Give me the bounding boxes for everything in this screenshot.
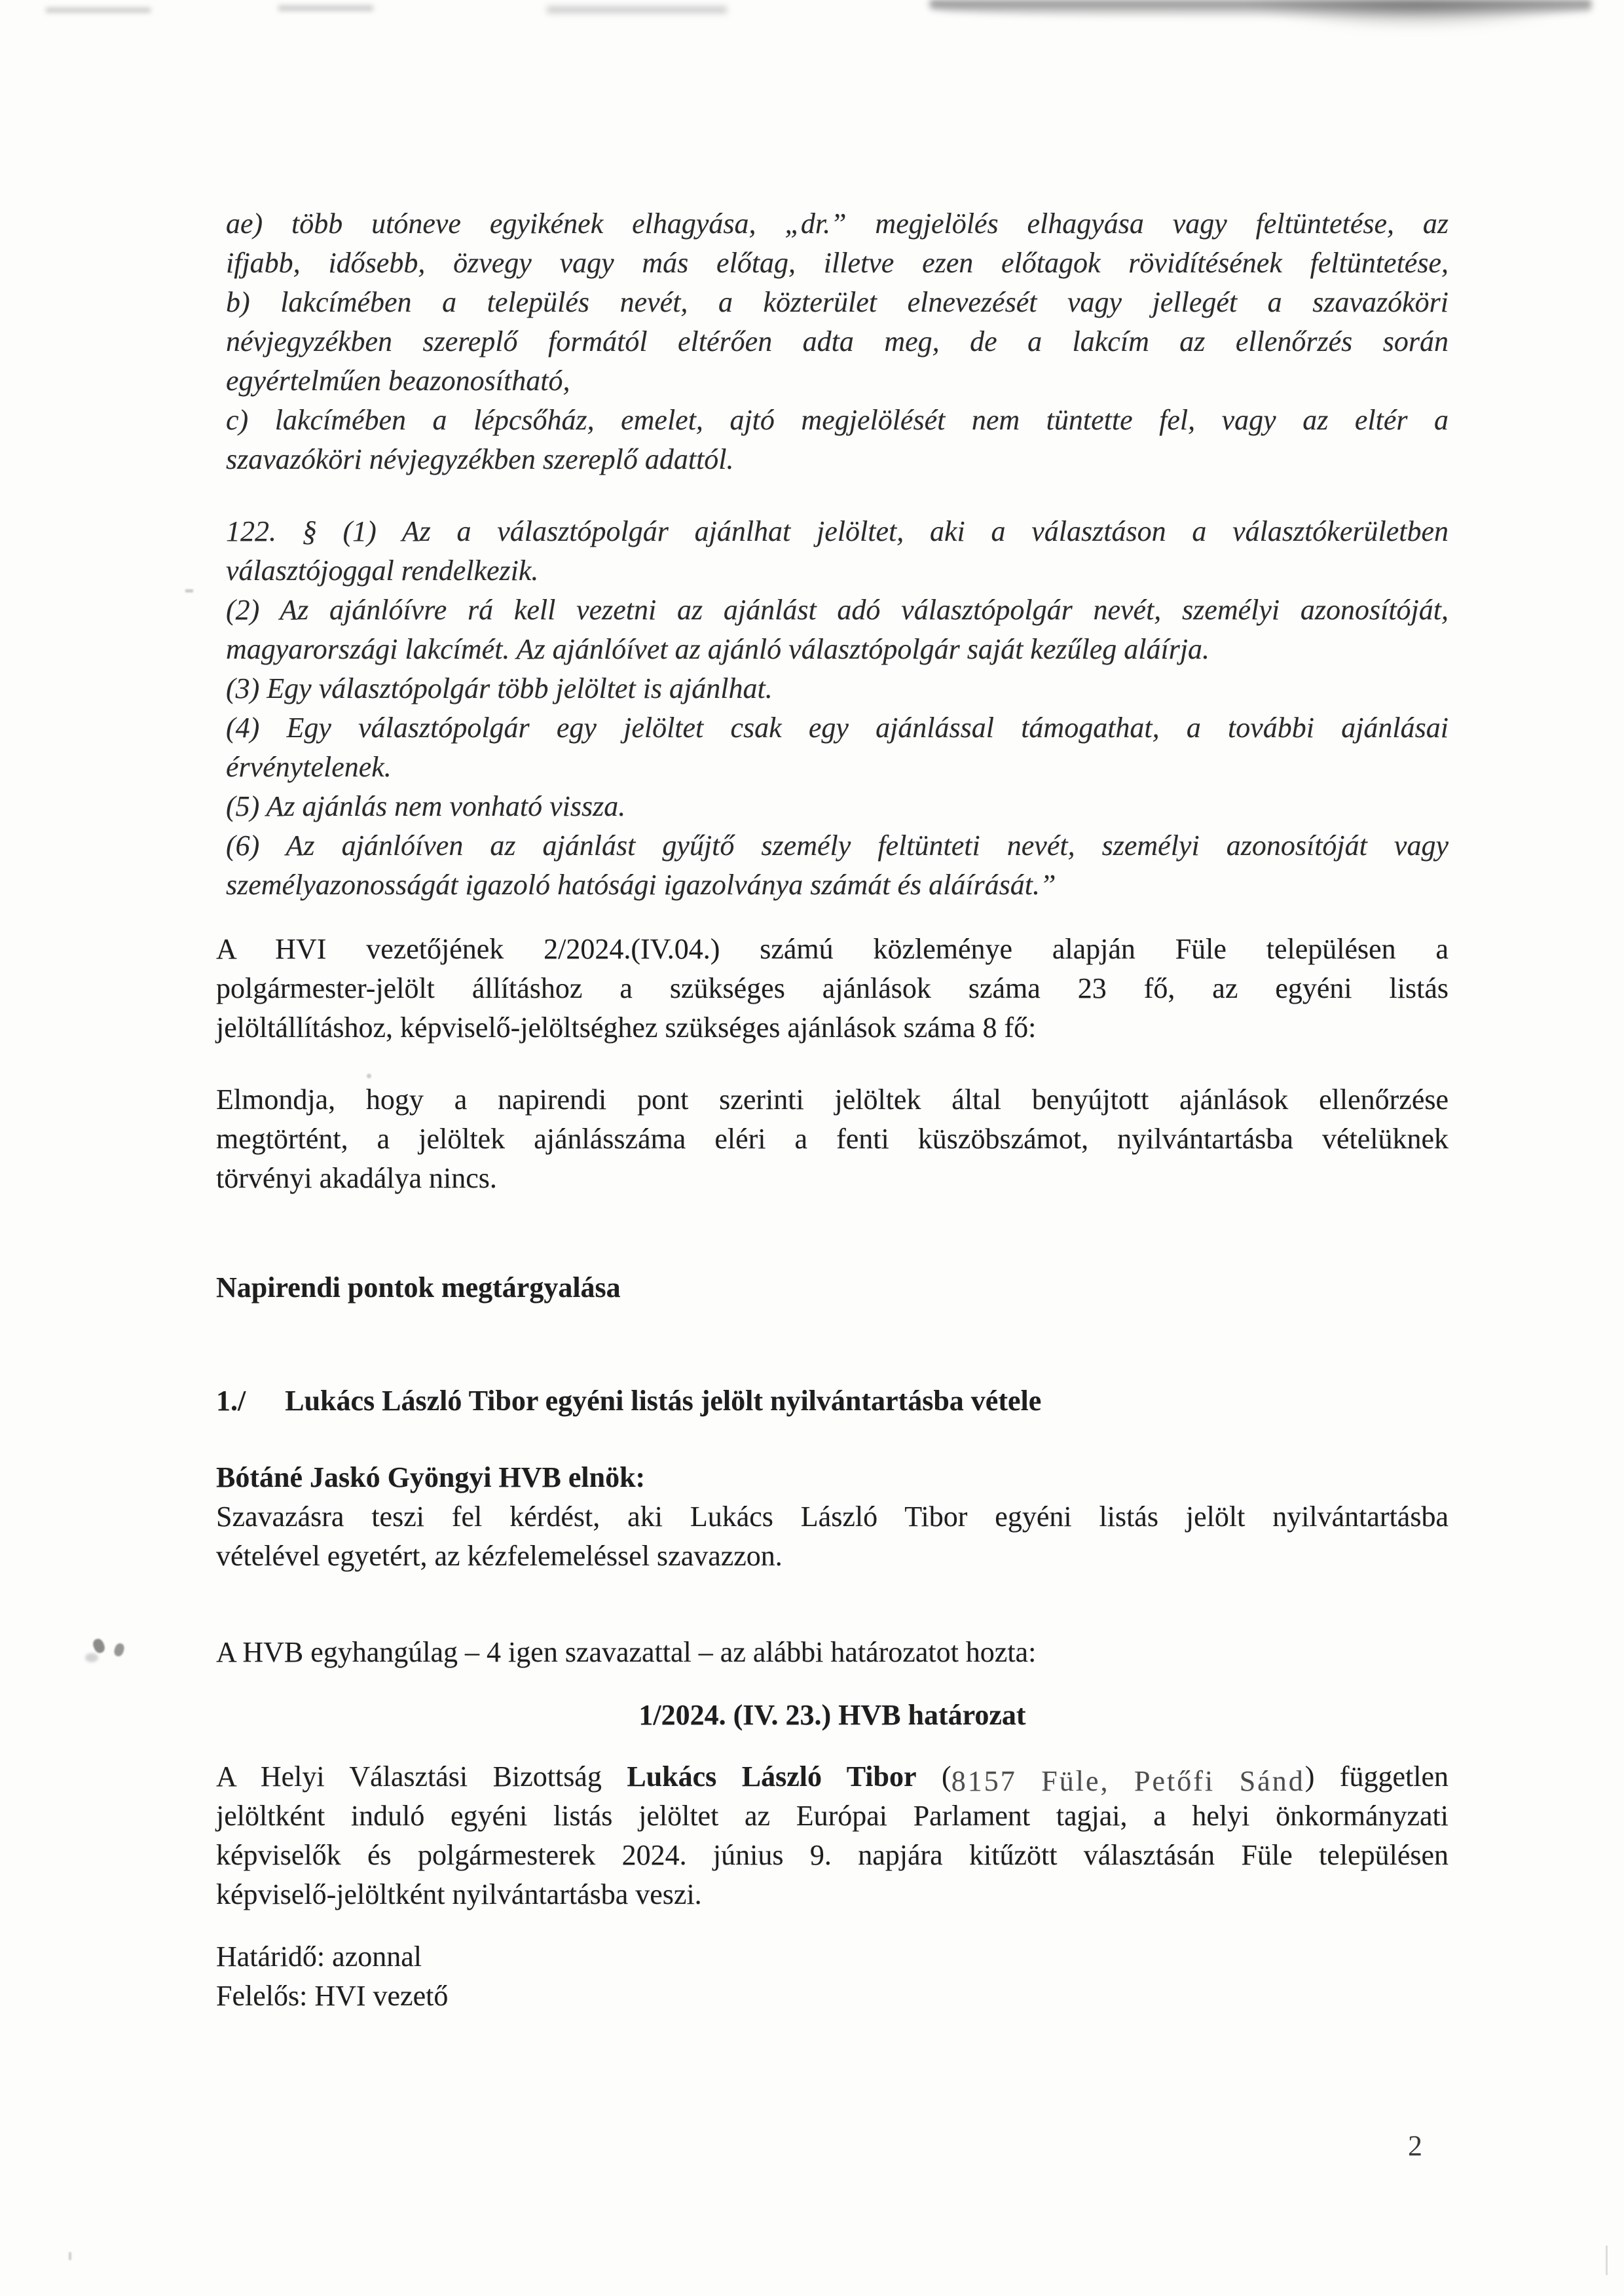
paren-open: ( — [942, 1760, 951, 1793]
quote-line: ifjabb, idősebb, özvegy vagy más előtag, illetve ezen előtagok rövidítésének feltüntetése, — [226, 247, 1449, 279]
scan-artifact-tick — [185, 589, 193, 592]
quote-line: b) lakcímében a település nevét, a közterület elnevezését vagy jellegét a szavazóköri — [226, 286, 1449, 318]
agenda-item-number: 1./ — [216, 1385, 246, 1417]
scan-artifact-streak — [46, 8, 151, 12]
law-line: személyazonosságát igazoló hatósági igazolványa számát és aláírását.” — [226, 869, 1056, 901]
quote-block — [226, 204, 1449, 479]
heading-decision: 1/2024. (IV. 23.) HVB határozat — [638, 1699, 1026, 1731]
paragraph-line: törvényi akadálya nincs. — [216, 1162, 497, 1194]
paragraph-line: Elmondja, hogy a napirendi pont szerinti jelöltek által benyújtott ajánlások ellenőrzése — [216, 1084, 1449, 1116]
law-line: 122. § (1) Az a választópolgár ajánlhat jelöltet, aki a választáson a választókerületben — [226, 515, 1449, 547]
page-number: 2 — [1408, 2130, 1422, 2162]
scan-artifact-speck — [85, 1653, 98, 1662]
content-column — [216, 204, 1449, 2016]
scan-artifact-speck — [91, 1637, 106, 1654]
line-hvb-vote: A HVB egyhangúlag – 4 igen szavazattal – az alábbi határozatot hozta: — [216, 1636, 1037, 1668]
bold-candidate-name: Lukács László Tibor — [627, 1760, 917, 1793]
scan-artifact-edge — [1606, 2246, 1608, 2275]
paragraph-hvi — [216, 930, 1449, 1048]
law-line: (3) Egy választópolgár több jelöltet is ajánlhat. — [226, 672, 773, 704]
law-line: választójoggal rendelkezik. — [226, 555, 539, 587]
resolution-text: A Helyi Választási Bizottság — [216, 1760, 602, 1793]
law-line: magyarországi lakcímét. Az ajánlóívet az ajánló választópolgár saját kezűleg aláírja. — [226, 633, 1210, 665]
quote-line: c) lakcímében a lépcsőház, emelet, ajtó megjelölését nem tüntette fel, vagy az eltér a — [226, 404, 1449, 436]
agenda-item-title: Lukács László Tibor egyéni listás jelölt nyilvántartásba vétele — [285, 1385, 1042, 1417]
paragraph-line: A HVI vezetőjének 2/2024.(IV.04.) számú közleménye alapján Füle településen a — [216, 933, 1449, 965]
resolution-line: képviselők és polgármesterek 2024. június 9. napjára kitűzött választásán Füle településen — [216, 1839, 1449, 1871]
erased-address: 8157 Füle, Petőfi Sánd — [951, 1765, 1305, 1797]
law-line: (5) Az ajánlás nem vonható vissza. — [226, 790, 626, 822]
paragraph-line: megtörtént, a jelöltek ajánlásszáma eléri a fenti küszöbszámot, nyilvántartásba vételüknek — [216, 1123, 1449, 1155]
law-block — [226, 512, 1449, 905]
quote-line: ae) több utóneve egyikének elhagyása, „dr.” megjelölés elhagyása vagy feltüntetése, az — [226, 208, 1449, 240]
quote-line: névjegyzékben szereplő formától eltérően adta meg, de a lakcím az ellenőrzés során — [226, 325, 1449, 357]
scan-artifact-streak — [547, 7, 727, 13]
resolution-line: jelöltként induló egyéni listás jelöltet az Európai Parlament tagjai, a helyi önkormányzati — [216, 1800, 1449, 1832]
scan-artifact-streak — [278, 5, 373, 11]
paragraph-szavazas — [216, 1458, 1449, 1576]
quote-line: szavazóköri névjegyzékben szereplő adattól. — [226, 443, 734, 475]
resolution-line: képviselő-jelöltként nyilvántartásba veszi. — [216, 1878, 702, 1910]
scan-artifact-top-shadow — [1244, 0, 1585, 30]
quote-line: egyértelműen beazonosítható, — [226, 365, 570, 397]
paragraph-elmondja — [216, 1080, 1449, 1198]
paragraph-line: jelöltállításhoz, képviselő-jelöltséghez szükséges ajánlások száma 8 fő: — [216, 1011, 1037, 1044]
law-line: (4) Egy választópolgár egy jelöltet csak egy ajánlással támogathat, a további ajánlásai — [226, 712, 1449, 744]
resolution-text: ) független — [1304, 1760, 1449, 1793]
footer-felelos: Felelős: HVI vezető — [216, 1980, 449, 2012]
scan-artifact-speck — [69, 2252, 71, 2260]
paragraph-line: polgármester-jelölt állításhoz a szükséges ajánlások száma 23 fő, az egyéni listás — [216, 972, 1449, 1004]
footer-hatarido: Határidő: azonnal — [216, 1941, 422, 1973]
paragraph-line: Szavazásra teszi fel kérdést, aki Lukács László Tibor egyéni listás jelölt nyilvántartásba — [216, 1501, 1449, 1533]
heading-napirendi: Napirendi pontok megtárgyalása — [216, 1271, 621, 1303]
resolution-footer — [216, 1937, 1449, 2016]
resolution-line — [216, 1757, 1449, 1796]
law-line: (6) Az ajánlóíven az ajánlást gyűjtő személy feltünteti nevét, személyi azonosítóját vagy — [226, 829, 1449, 862]
law-line: érvénytelenek. — [226, 751, 392, 783]
heading-chair: Bótáné Jaskó Gyöngyi HVB elnök: — [216, 1461, 646, 1493]
agenda-item-1 — [216, 1381, 1449, 1421]
scan-artifact-speck — [113, 1642, 125, 1657]
resolution-paragraph — [216, 1757, 1449, 1914]
paragraph-line: vételével egyetért, az kézfelemeléssel szavazzon. — [216, 1540, 783, 1572]
law-line: (2) Az ajánlóívre rá kell vezetni az ajánlást adó választópolgár nevét, személyi azonosítóját, — [226, 594, 1449, 626]
scan-artifact-top-streak — [930, 0, 1591, 18]
